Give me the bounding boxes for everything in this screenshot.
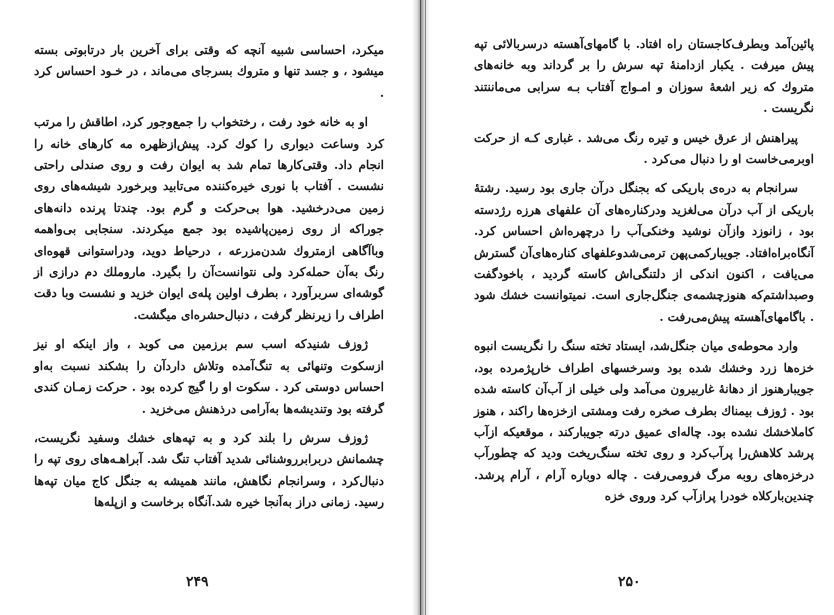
left-page-text — [34, 40, 384, 514]
paragraph: پائین‌آمد وبطرف‌کاجستان راه افتاد. با گامهای‌آهسته درسربالائی تپه پیش میرفت . یکبار ازدامنهٔ تپه سرش را بر گرداند وبه خانه‌های متروك که زیر اشعهٔ سوزان و امـواج آفتاب بـه سرابی می‌ماننتند نگریست . — [474, 37, 814, 116]
paragraph: پیراهنش از عرق خیس و تیره رنگ می‌شد . غباری کـه از حرکت اوبرمی‌خاست او را دنبال می‌کرد . — [474, 130, 814, 167]
gutter-divider — [425, 0, 426, 615]
page-number: ۲۴۹ — [186, 574, 209, 590]
gutter-divider — [420, 0, 421, 615]
right-page-text — [474, 34, 814, 508]
paragraph: ژوزف شنیدکه اسب سم برزمین می کوبد ، واز اینکه او نیز ازسکوت وتنهائی به تنگ‌آمده وتلاش دارد‌آن را بشکند نسبت به‌او احساس دوستی کرد . سکوت او را گیج کرده بود . حرکت زمـان کندی گرفته بود وتندیشه‌ها به‌آرامی درذهنش می‌خزید . — [34, 337, 384, 416]
paragraph: میکرد، احساسی شبیه آنچه که وقتی برای آخرین بار درتابوتی بسته میشود ، و جسد تنها و متروك بسرجای می‌ماند ، در خـود احساس کرد . — [34, 43, 384, 100]
paragraph: وارد محوطه‌ی میان جنگل‌شد، ایستاد تخته سنگ را نگریست انبوه خزه‌ها زرد وخشك شده بود وسرخسهای اطراف خارپژمرده بود، جویبارهنوز از دهانهٔ غاربیرون می‌آمد ولی خیلی از آب‌آن کاسته شده بود . ژوزف بیمناك بطرف صخره رفت ومشتی ازخزه‌ها راکند ، هنوز کاملاخشك نشده بود. چاله‌ای عمیق درته جویبارکند ، موقعیکه ازآب پرشد کلاهش‌را پرآب‌کرد و روی تخته سنگ‌ریخت ودید که چطورآب درخزه‌های روبه مرگ فرومی‌رفت . چاله دوباره آرام ، آرام پرشد. چندین‌بارکلاه خودرا پرازآب کرد وروی خزه‌ — [474, 339, 814, 504]
page-number: ۲۵۰ — [618, 574, 641, 590]
right-page — [430, 0, 834, 615]
book-gutter — [412, 0, 430, 615]
paragraph: سرانجام به دره‌ی باریکی که بجنگل درآن جاری بود رسید. رشتهٔ باریکی از آب درآن می‌لغزید ودرکناره‌های آن علفهای هرزه‌ رژدسته بود ، زانوزد وازآن نوشید وخنکی‌آب را درچهره‌اش احساس کرد. آنگاه‌براه‌افتاد. جویبارکمی‌پهن ترمی‌شدوعلفهای کناره‌های‌آن گسترش می‌یافت ، اکنون اندکی از دلتنگی‌اش کاسته گردید ، باخودگفت وصبداشتم‌که هنوزچشمه‌ی جنگل‌جاری است. نمیتوانست خشك شود . باگامهای‌آهسته پیش‌می‌رفت . — [474, 181, 814, 324]
paragraph: او به خانه خود رفت ، رختخواب را جمع‌وجور کرد، اطاقش را مرتب کرد وساعت دیواری را کوك کرد. پیش‌ازظهره مه کارهای خانه را انجام داد. وقتی‌کارها تمام شد به ایوان رفت و روی صندلی راحتی نشست . آفتاب با نوری خیره‌کننده می‌تابید وبرخورد شیشه‌های روی زمین می‌درخشید. هوا بی‌حرکت و گرم بود. چندتا پرنده دانه‌های جوراکه از روی زمین‌پاشیده بود جمع میکردند. سنجابی بی‌واهمه وباآگاهی ازمتروك شدن‌مزرعه ، درحیاط دوید، ودراستوانی قهوه‌ای رنگ به‌آن حمله‌کرد ولی نتوانست‌آن را بگیرد. ماروملك دم درازی از گوشه‌ای سربرآورد ، بطرف اولین پله‌ی ایوان خزید و نشست وبا دقت اطراف را زیرنظر گرفت ، دنبال‌حشره‌ای میگشت. — [34, 115, 384, 322]
paragraph: ژوزف سرش را بلند کرد و به تپه‌های خشك وسفید نگریست، چشمانش دربرابرروشنائی شدید آفتاب تنگ شد. آبراهـه‌های روی تپه را دنبال‌کرد ، وسرانجام نگاهش، مانند همیشه به جنگل کاج میان تپه‌ها رسید. زمانی دراز به‌آنجا خیره شد.آنگاه برخاست و ازپله‌ها — [34, 430, 384, 510]
left-page — [0, 0, 412, 615]
